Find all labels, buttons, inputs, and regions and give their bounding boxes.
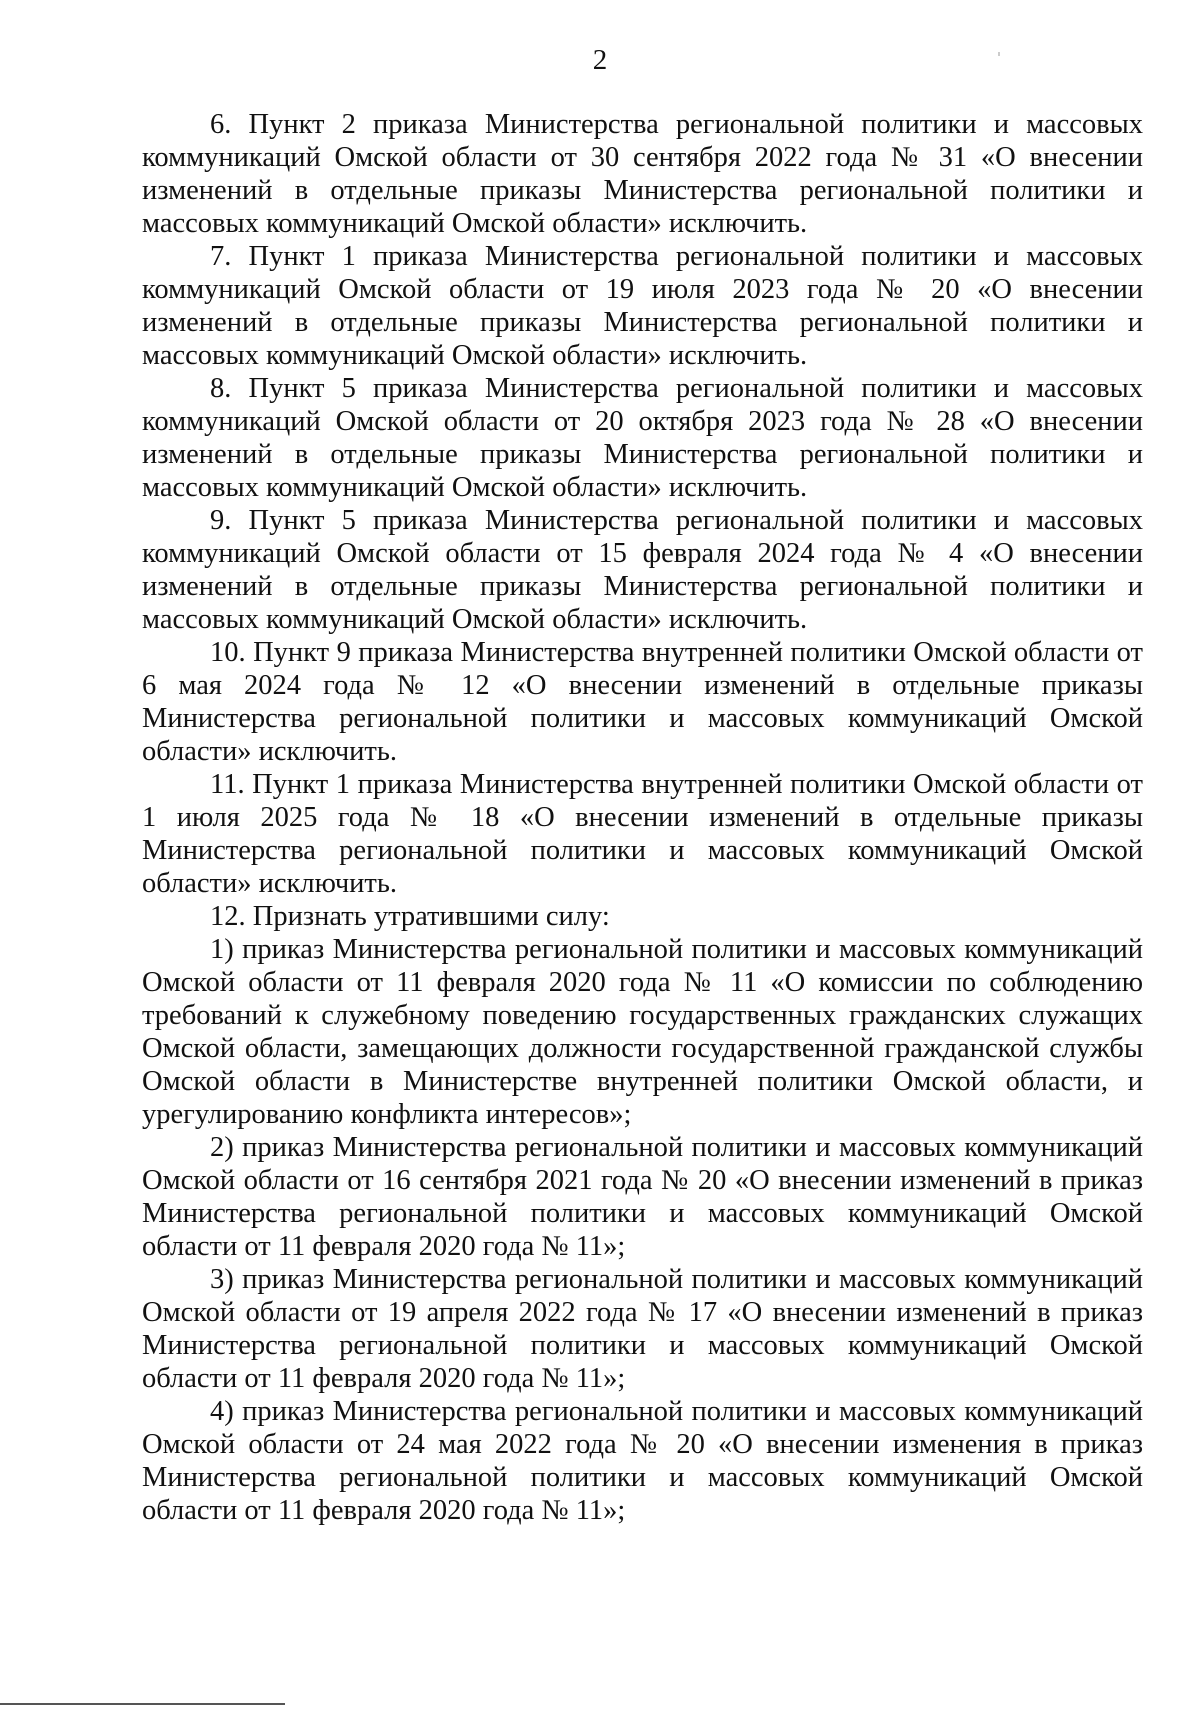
- paragraph-item-6: 6. Пункт 2 приказа Министерства региональной политики и массовых коммуникаций Омской области от 30 сентября 2022 года № 31 «О внесении изменений в отдельные приказы Министерства региональной политики и массовых коммуникаций Омской области» исключить.: [142, 109, 1143, 239]
- page-number: 2: [592, 44, 608, 76]
- subitem-1: 1) приказ Министерства региональной политики и массовых коммуникаций Омской области от 11 февраля 2020 года № 11 «О комиссии по соблюдению требований к служебному поведению государственных гражданских служащих Омской области, замещающих должности государственной гражданской службы Омской области в Министерстве внутренней политики Омской области, и урегулированию конфликта интересов»;: [142, 934, 1143, 1130]
- subitem-4: 4) приказ Министерства региональной политики и массовых коммуникаций Омской области от 24 мая 2022 года № 20 «О внесении изменения в приказ Министерства региональной политики и массовых коммуникаций Омской области от 11 февраля 2020 года № 11»;: [142, 1396, 1143, 1526]
- subitem-3: 3) приказ Министерства региональной политики и массовых коммуникаций Омской области от 19 апреля 2022 года № 17 «О внесении изменений в приказ Министерства региональной политики и массовых коммуникаций Омской области от 11 февраля 2020 года № 11»;: [142, 1264, 1143, 1394]
- document-body: [142, 108, 1143, 1527]
- paragraph-item-10: 10. Пункт 9 приказа Министерства внутренней политики Омской области от 6 мая 2024 года № 12 «О внесении изменений в отдельные приказы Министерства региональной политики и массовых коммуникаций Омской области» исключить.: [142, 637, 1143, 767]
- paragraph-item-9: 9. Пункт 5 приказа Министерства региональной политики и массовых коммуникаций Омской области от 15 февраля 2024 года № 4 «О внесении изменений в отдельные приказы Министерства региональной политики и массовых коммуникаций Омской области» исключить.: [142, 505, 1143, 635]
- bottom-divider: [0, 1703, 285, 1705]
- paragraph-item-7: 7. Пункт 1 приказа Министерства региональной политики и массовых коммуникаций Омской области от 19 июля 2023 года № 20 «О внесении изменений в отдельные приказы Министерства региональной политики и массовых коммуникаций Омской области» исключить.: [142, 241, 1143, 371]
- paragraph-item-8: 8. Пункт 5 приказа Министерства региональной политики и массовых коммуникаций Омской области от 20 октября 2023 года № 28 «О внесении изменений в отдельные приказы Министерства региональной политики и массовых коммуникаций Омской области» исключить.: [142, 373, 1143, 503]
- subitem-2: 2) приказ Министерства региональной политики и массовых коммуникаций Омской области от 16 сентября 2021 года № 20 «О внесении изменений в приказ Министерства региональной политики и массовых коммуникаций Омской области от 11 февраля 2020 года № 11»;: [142, 1132, 1143, 1262]
- paragraph-item-11: 11. Пункт 1 приказа Министерства внутренней политики Омской области от 1 июля 2025 года № 18 «О внесении изменений в отдельные приказы Министерства региональной политики и массовых коммуникаций Омской области» исключить.: [142, 769, 1143, 899]
- paragraph-item-12: 12. Признать утратившими силу:: [210, 901, 610, 932]
